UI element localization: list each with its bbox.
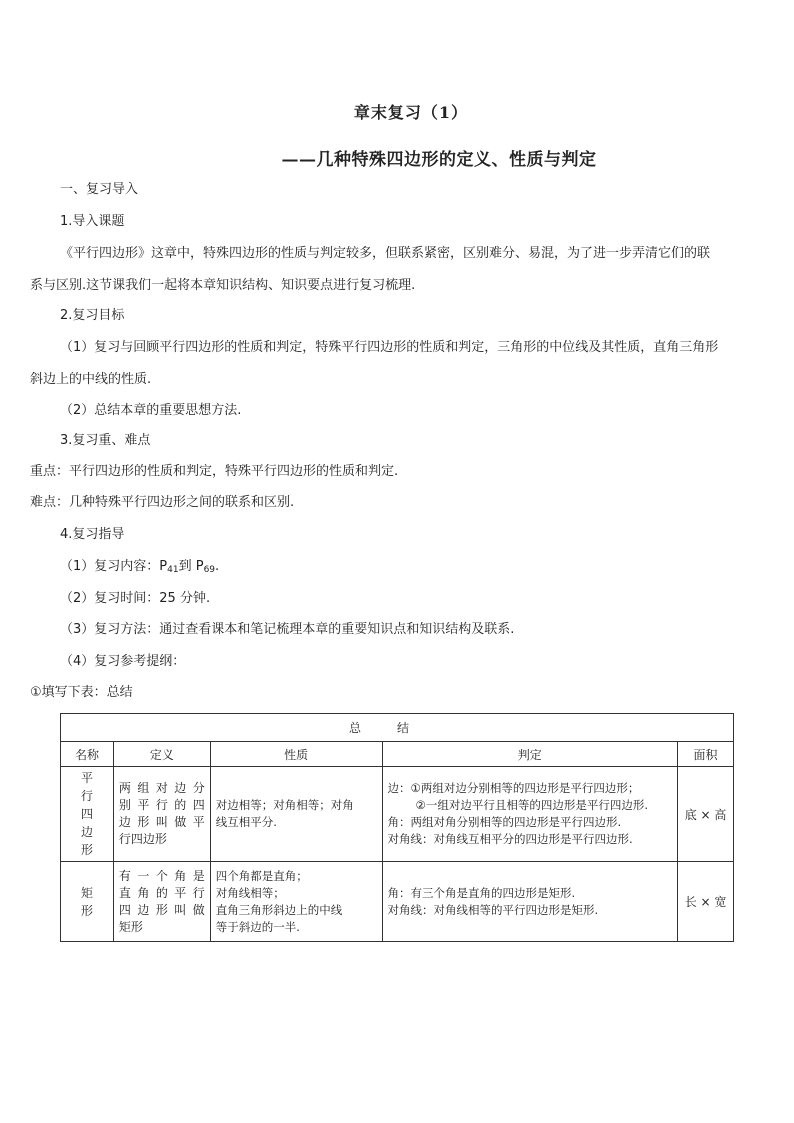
- shape-name-cell: [61, 767, 114, 862]
- table-column-headers: [61, 742, 734, 767]
- criteria-line: 角：有三个角是直角的四边形是矩形.: [387, 885, 576, 900]
- property-cell: [210, 862, 382, 942]
- criteria-line: 角：两组对角分别相等的四边形是平行四边形.: [387, 815, 622, 829]
- criteria-line: 边：①两组对边分别相等的四边形是平行四边形；: [387, 781, 640, 795]
- definition-line: 行四边形: [118, 832, 167, 846]
- definition-line: 有一个角是: [118, 868, 205, 883]
- definition-line: 直角的平行: [118, 885, 205, 900]
- section-heading: 一、复习导入: [60, 182, 139, 197]
- guide1-sub1: 41: [167, 565, 179, 575]
- item1-heading: 1.导入课题: [60, 214, 125, 229]
- goal1-line2: 斜边上的中线的性质.: [30, 372, 152, 387]
- name-char: 四: [80, 807, 93, 821]
- table-header: 总结: [61, 714, 734, 742]
- column-header: 性质: [210, 742, 382, 767]
- column-header: 定义: [113, 742, 210, 767]
- column-header: 面积: [678, 742, 734, 767]
- criteria-line: 对角线：对角线互相平分的四边形是平行四边形.: [387, 832, 633, 846]
- fill-table-instruction: ①填写下表：总结: [30, 685, 133, 700]
- name-char: 行: [80, 789, 93, 803]
- item2-heading: 2.复习目标: [60, 308, 125, 323]
- name-char: 边: [80, 825, 93, 839]
- definition-line: 边形叫做平: [118, 815, 205, 829]
- name-char: 平: [80, 771, 93, 785]
- page-subtitle: ——几种特殊四边形的定义、性质与判定: [281, 150, 597, 170]
- guide1: [60, 559, 219, 575]
- goal2: （2）总结本章的重要思想方法.: [60, 403, 242, 418]
- definition-line: 别平行的四: [118, 798, 205, 812]
- summary-table: [60, 713, 734, 942]
- difficulty: 难点：几种特殊平行四边形之间的联系和区别.: [30, 495, 295, 510]
- criteria-line: ②一组对边平行且相等的四边形是平行四边形.: [415, 798, 648, 812]
- guide1-sub2: 69: [203, 565, 216, 575]
- criteria-cell: [382, 767, 678, 862]
- area-cell: 长 × 宽: [678, 862, 734, 942]
- definition-line: 矩形: [118, 919, 143, 934]
- criteria-line: 对角线：对角线相等的平行四边形是矩形.: [387, 902, 599, 917]
- property-line: 对边相等；对角相等；对角: [215, 798, 354, 812]
- guide1-prefix: （1）复习内容：P: [60, 559, 168, 574]
- property-line: 直角三角形斜边上的中线: [215, 902, 343, 917]
- table-row: [61, 767, 734, 862]
- item1-text-line1: 《平行四边形》这章中，特殊四边形的性质与判定较多，但联系紧密，区别难分、易混，为了进一步弄清它们的联: [60, 246, 711, 261]
- guide1-mid: 到 P: [178, 559, 204, 574]
- key-point: 重点：平行四边形的性质和判定，特殊平行四边形的性质和判定.: [30, 464, 399, 479]
- guide1-suffix: .: [215, 559, 220, 574]
- definition-line: 两组对边分: [118, 781, 205, 795]
- goal1-line1: （1）复习与回顾平行四边形的性质和判定，特殊平行四边形的性质和判定，三角形的中位线及其性质，直角三角形: [60, 340, 719, 355]
- criteria-cell: [382, 862, 678, 942]
- property-cell: [210, 767, 382, 862]
- definition-cell: [113, 862, 210, 942]
- column-header: 名称: [61, 742, 114, 767]
- property-line: 等于斜边的一半.: [215, 919, 300, 934]
- guide2: （2）复习时间：25 分钟.: [60, 591, 211, 606]
- column-header: 判定: [382, 742, 678, 767]
- guide4: （4）复习参考提纲：: [60, 654, 186, 669]
- shape-name-cell: [61, 862, 114, 942]
- item1-text-line2: 系与区别.这节课我们一起将本章知识结构、知识要点进行复习梳理.: [30, 278, 416, 293]
- page-title: 章末复习（1）: [353, 103, 469, 122]
- name-char: 形: [80, 843, 93, 857]
- definition-cell: [113, 767, 210, 862]
- item4-heading: 4.复习指导: [60, 527, 125, 542]
- definition-line: 四边形叫做: [118, 902, 205, 917]
- guide3: （3）复习方法：通过查看课本和笔记梳理本章的重要知识点和知识结构及联系.: [60, 622, 515, 637]
- property-line: 线互相平分.: [215, 815, 277, 829]
- name-char: 形: [80, 903, 93, 918]
- item3-heading: 3.复习重、难点: [60, 433, 151, 448]
- name-char: 矩: [80, 885, 93, 900]
- table-row: [61, 862, 734, 942]
- property-line: 对角线相等；: [215, 885, 285, 900]
- area-cell: 底 × 高: [678, 767, 734, 862]
- property-line: 四个角都是直角；: [215, 868, 308, 883]
